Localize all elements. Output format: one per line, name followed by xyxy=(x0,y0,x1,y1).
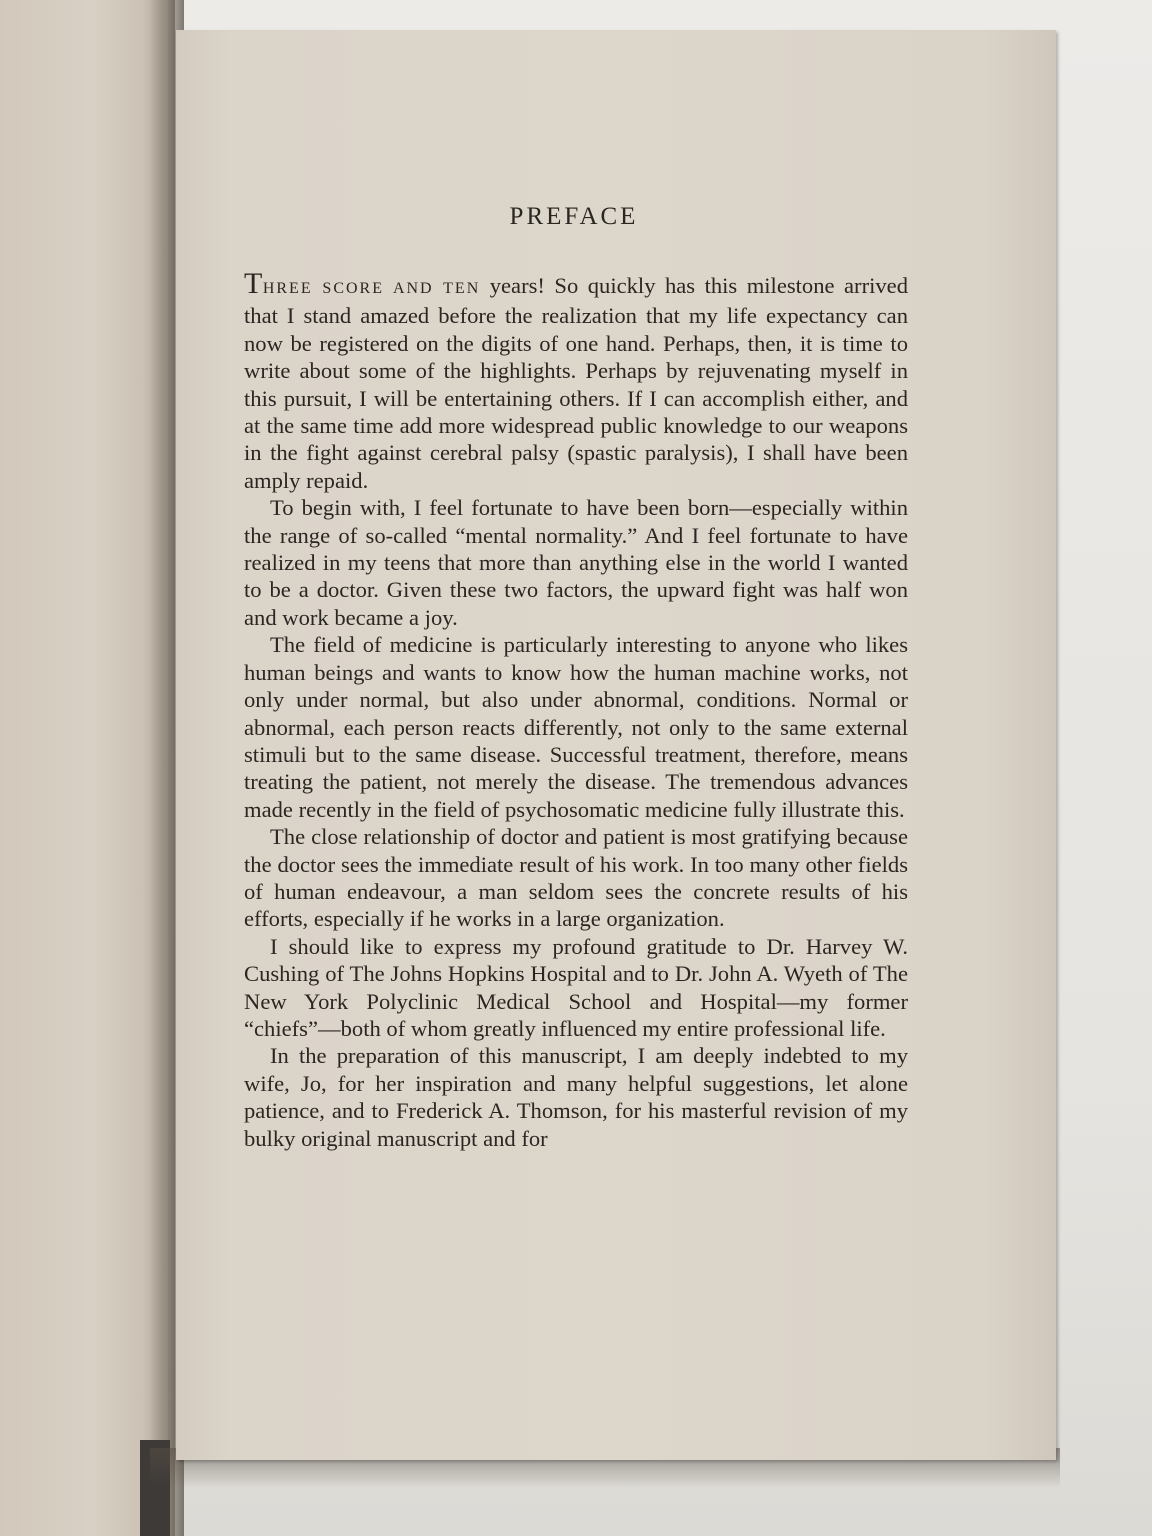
paragraph: To begin with, I feel fortunate to have been born—especially within the range of so-called “mental normality.” And I feel fortunate to have realized in my teens that more than anything else in the world I wanted to be a doctor. Given these two factors, the upward fight was half won and work became a joy. xyxy=(244,495,908,630)
opening-text: years! So quickly has this milestone arrived that I stand amazed before the realization that my life expectancy can now be registered on the digits of one hand. Perhaps, then, it is time to write about some of the highlights. Perhaps by rejuvenating myself in this pursuit, I will be entertaining others. If I can accomplish either, and at the same time add more widespread public knowledge to our weapons in the fight against cerebral palsy (spastic paralysis), I shall have been amply repaid. xyxy=(244,273,908,493)
paragraph: The field of medicine is particularly interesting to anyone who likes human beings and wants to know how the human machine works, not only under normal, but also under abnormal, conditions. Normal or abnormal, each person reacts differently, not only to the same external stimuli but to the same disease. Successful treatment, therefore, means treating the patient, not merely the disease. The tremendous advances made recently in the field of psychosomatic medicine fully illustrate this. xyxy=(244,632,908,822)
paragraph: I should like to express my profound gratitude to Dr. Harvey W. Cushing of The Johns Hopkins Hospital and to Dr. John A. Wyeth of The New York Polyclinic Medical School and Hospital—my former “chiefs”—both of whom greatly influenced my entire professional life. xyxy=(244,933,908,1041)
page-title: PREFACE xyxy=(509,203,639,230)
small-caps-lead: HREE SCORE AND TEN xyxy=(262,280,481,297)
preface-body xyxy=(244,267,908,1152)
left-page xyxy=(0,0,168,1536)
paragraph: The close relationship of doctor and patient is most gratifying because the doctor sees the immediate result of his work. In too many other fields of human endeavour, a man seldom sees the concrete results of his efforts, especially if he works in a large organization. xyxy=(244,824,908,932)
paragraph: In the preparation of this manuscript, I am deeply indebted to my wife, Jo, for her inspiration and many helpful suggestions, let alone patience, and to Frederick A. Thomson, for his masterful revision of my bulky original manuscript and for xyxy=(244,1043,908,1151)
paragraph-opening xyxy=(244,267,908,494)
drop-cap: T xyxy=(244,267,263,300)
